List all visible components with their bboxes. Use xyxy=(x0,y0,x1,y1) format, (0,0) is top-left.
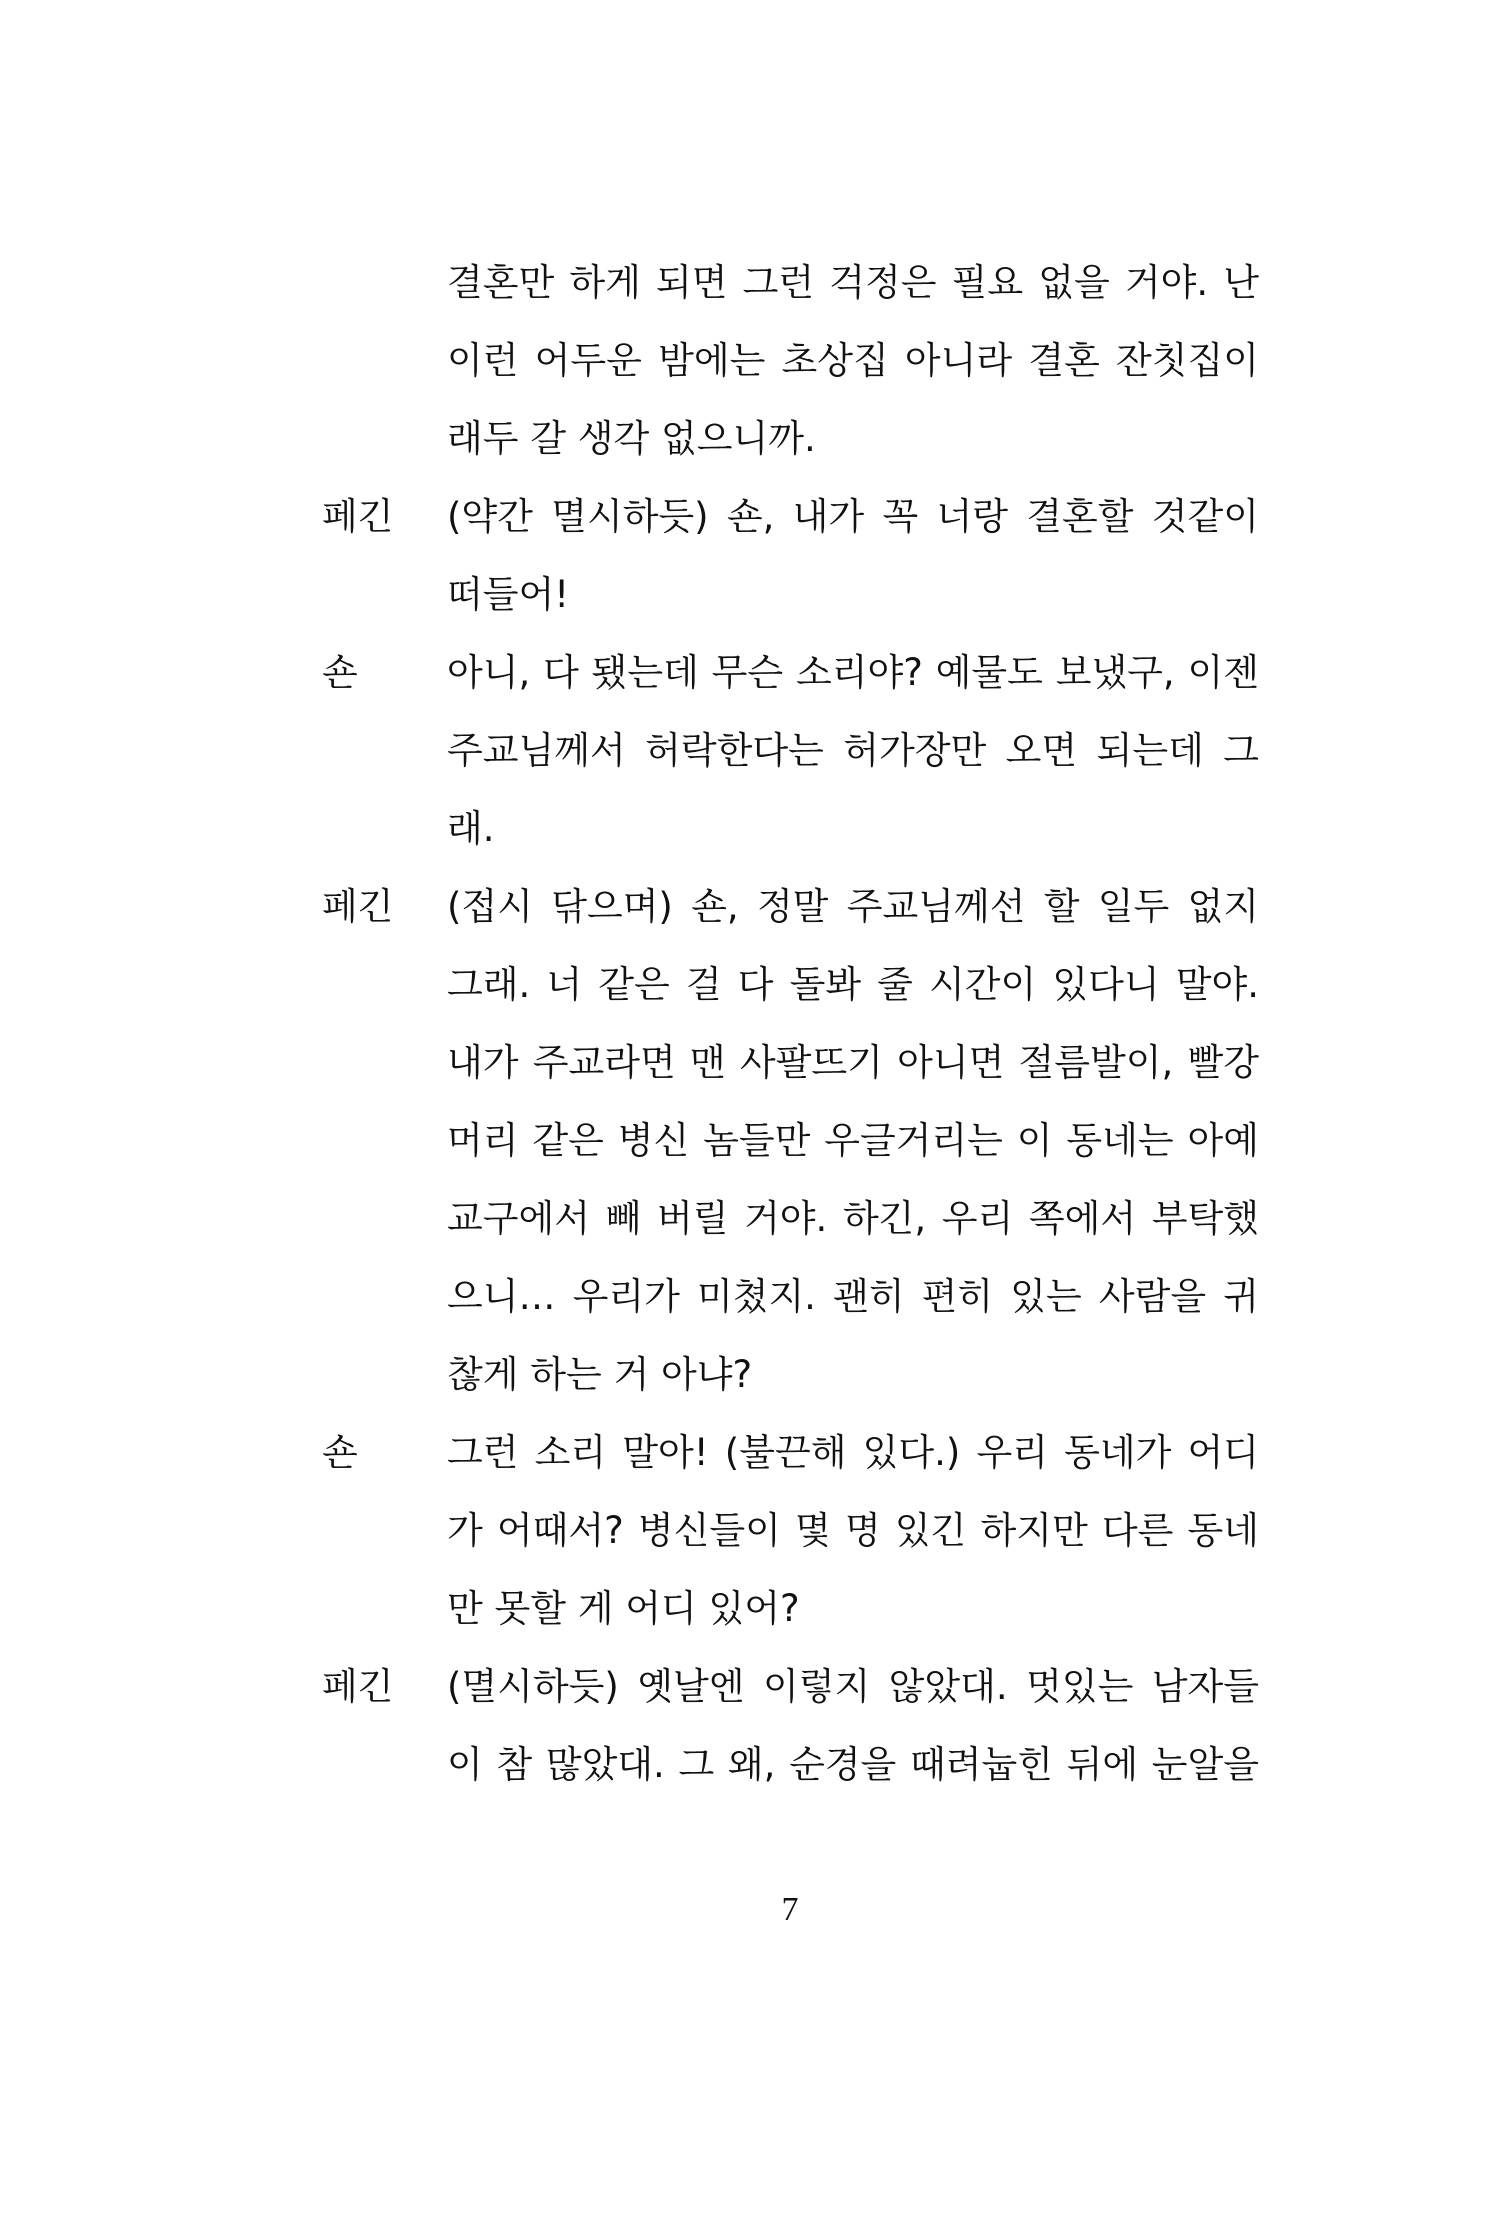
dialogue-line: 찮게 하는 거 아냐? xyxy=(447,1353,753,1396)
dialogue-line: 아니, 다 됐는데 무슨 소리야? 예물도 보냈구, 이젠 xyxy=(447,651,1259,694)
speaker-label: 페긴 xyxy=(322,1665,394,1708)
dialogue-line: 내가 주교라면 맨 사팔뜨기 아니면 절름발이, 빨강 xyxy=(447,1041,1259,1084)
speaker-label: 숀 xyxy=(322,1431,358,1474)
dialogue-line: 머리 같은 병신 놈들만 우글거리는 이 동네는 아예 xyxy=(447,1119,1259,1162)
dialogue-line: 주교님께서 허락한다는 허가장만 오면 되는데 그 xyxy=(447,729,1259,772)
speaker-label: 페긴 xyxy=(322,885,394,928)
dialogue-line: 결혼만 하게 되면 그런 걱정은 필요 없을 거야. 난 xyxy=(447,261,1259,304)
dialogue-line: (약간 멸시하듯) 숀, 내가 꼭 너랑 결혼할 것같이 xyxy=(447,495,1259,538)
dialogue-line: 교구에서 빼 버릴 거야. 하긴, 우리 쪽에서 부탁했 xyxy=(447,1197,1259,1240)
speaker-label: 숀 xyxy=(322,651,358,694)
dialogue-line: 떠들어! xyxy=(447,573,570,616)
dialogue-line: 그래. 너 같은 걸 다 돌봐 줄 시간이 있다니 말야. xyxy=(447,963,1259,1006)
dialogue-line: 그런 소리 말아! (불끈해 있다.) 우리 동네가 어디 xyxy=(447,1431,1259,1474)
dialogue-line: (멸시하듯) 옛날엔 이렇지 않았대. 멋있는 남자들 xyxy=(447,1665,1259,1708)
dialogue-line: 만 못할 게 어디 있어? xyxy=(447,1587,800,1630)
speaker-label: 페긴 xyxy=(322,495,394,538)
dialogue-line: 가 어때서? 병신들이 몇 명 있긴 하지만 다른 동네 xyxy=(447,1509,1259,1552)
page-number: 7 xyxy=(781,1891,799,1928)
dialogue-line: 으니… 우리가 미쳤지. 괜히 편히 있는 사람을 귀 xyxy=(447,1275,1259,1318)
dialogue-line: 래두 갈 생각 없으니까. xyxy=(447,417,816,460)
dialogue-line: (접시 닦으며) 숀, 정말 주교님께선 할 일두 없지 xyxy=(447,885,1259,928)
dialogue-line: 이런 어두운 밤에는 초상집 아니라 결혼 잔칫집이 xyxy=(447,339,1259,382)
dialogue-line: 이 참 많았대. 그 왜, 순경을 때려눕힌 뒤에 눈알을 xyxy=(447,1743,1259,1786)
dialogue-line: 래. xyxy=(447,807,495,850)
